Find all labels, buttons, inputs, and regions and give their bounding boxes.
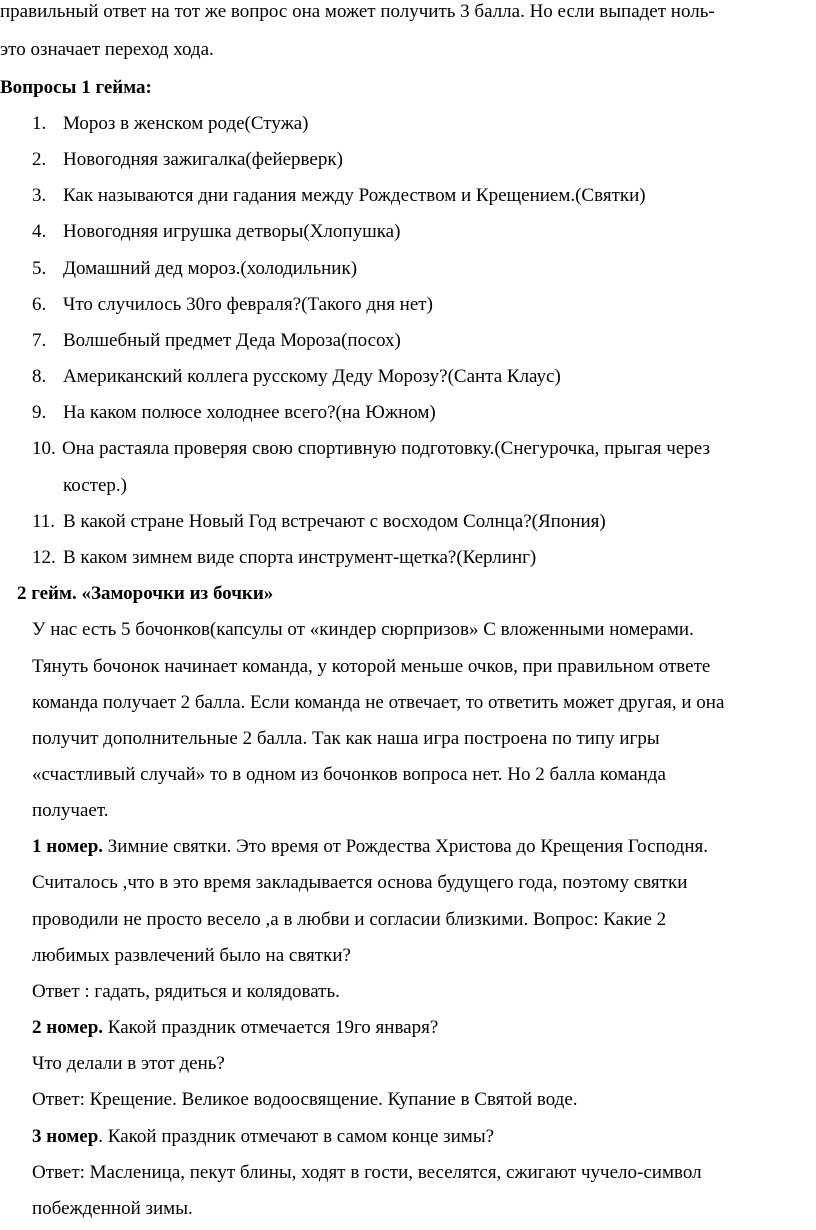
list-item-number: 8.	[32, 366, 47, 387]
game1-heading	[0, 77, 152, 99]
list-item-number: 12.	[32, 547, 56, 568]
item-2-line-1	[32, 1017, 438, 1039]
intro-line-2: это означает переход хода.	[0, 39, 214, 60]
list-item-text: Мороз в женском роде(Стужа)	[63, 113, 309, 134]
list-item-text: Она растаяла проверяя свою спортивную подготовку.(Снегурочка, прыгая через	[62, 438, 710, 459]
list-item-number: 7.	[32, 330, 47, 351]
game2-heading-text: 2 гейм. «Заморочки из бочки»	[17, 583, 274, 604]
list-item-text: Новогодняя игрушка детворы(Хлопушка)	[63, 221, 401, 242]
item-2-label: 2 номер.	[32, 1017, 104, 1038]
list-item-number: 9.	[32, 402, 47, 423]
list-item-text: Волшебный предмет Деда Мороза(посох)	[63, 330, 401, 351]
paragraph-line: получает.	[32, 800, 109, 821]
list-item-text: Домашний дед мороз.(холодильник)	[63, 258, 358, 279]
list-item-text-continuation: костер.)	[63, 475, 127, 496]
game2-heading	[17, 583, 273, 605]
list-item-text: В каком зимнем виде спорта инструмент-щетка?(Керлинг)	[63, 547, 537, 568]
item-3-text: . Какой праздник отмечают в самом конце зимы?	[98, 1126, 495, 1147]
list-item-text: На каком полюсе холоднее всего?(на Южном)	[63, 402, 436, 423]
paragraph-line: получит дополнительные 2 балла. Так как наша игра построена по типу игры	[32, 728, 660, 749]
list-item-number: 5.	[32, 258, 47, 279]
item-3-label: 3 номер	[32, 1126, 99, 1147]
list-item-text: Что случилось 30го февраля?(Такого дня нет)	[63, 294, 433, 315]
paragraph-line: Тянуть бочонок начинает команда, у которой меньше очков, при правильном ответе	[32, 656, 711, 677]
paragraph-line: команда получает 2 балла. Если команда не отвечает, то ответить может другая, и она	[32, 692, 725, 713]
item-3-answer-line-1: Ответ: Масленица, пекут блины, ходят в гости, веселятся, сжигают чучело-символ	[32, 1162, 702, 1183]
item-1-line-1	[32, 836, 708, 858]
list-item-text: Как называются дни гадания между Рождеством и Крещением.(Святки)	[63, 185, 646, 206]
item-1-line-4: любимых развлечений было на святки?	[32, 945, 351, 966]
item-2-line-2: Что делали в этот день?	[32, 1053, 225, 1074]
item-3-line-1	[32, 1126, 494, 1148]
list-item-number: 4.	[32, 221, 47, 242]
list-item-text: Новогодняя зажигалка(фейерверк)	[63, 149, 343, 170]
item-1-answer: Ответ : гадать, рядиться и колядовать.	[32, 981, 340, 1002]
list-item-number: 2.	[32, 149, 47, 170]
intro-line-1: правильный ответ на тот же вопрос она может получить 3 балла. Но если выпадет ноль-	[0, 1, 715, 22]
item-2-text: Какой праздник отмечается 19го января?	[103, 1017, 439, 1038]
paragraph-line: У нас есть 5 бочонков(капсулы от «киндер сюрпризов» С вложенными номерами.	[32, 619, 694, 640]
item-1-line-2: Считалось ,что в это время закладывается основа будущего года, поэтому святки	[32, 872, 688, 893]
list-item-number: 1.	[32, 113, 47, 134]
list-item-text: В какой стране Новый Год встречают с восходом Солнца?(Япония)	[63, 511, 606, 532]
list-item-number: 10.	[32, 438, 56, 459]
paragraph-line: «счастливый случай» то в одном из бочонков вопроса нет. Но 2 балла команда	[32, 764, 666, 785]
list-item-number: 3.	[32, 185, 47, 206]
list-item-number: 6.	[32, 294, 47, 315]
item-2-answer: Ответ: Крещение. Великое водоосвящение. Купание в Святой воде.	[32, 1089, 578, 1110]
item-3-answer-line-2: побежденной зимы.	[32, 1198, 193, 1219]
list-item-number: 11.	[32, 511, 56, 532]
game1-heading-text: Вопросы 1 гейма:	[0, 77, 152, 98]
item-1-label: 1 номер.	[32, 836, 104, 857]
item-1-line-3: проводили не просто весело ,а в любви и согласии близкими. Вопрос: Какие 2	[32, 909, 667, 930]
list-item-text: Американский коллега русскому Деду Морозу?(Санта Клаус)	[63, 366, 561, 387]
item-1-text: Зимние святки. Это время от Рождества Христова до Крещения Господня.	[103, 836, 708, 857]
